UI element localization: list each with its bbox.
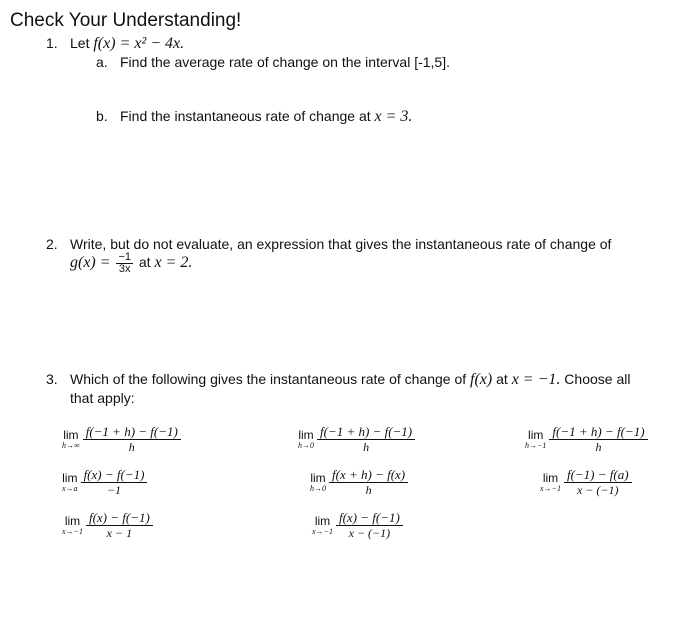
- question-1-prefix: Let: [70, 35, 90, 51]
- question-1: [46, 33, 184, 54]
- question-1a: [96, 52, 450, 72]
- option-lim: lim: [310, 471, 326, 485]
- option-numerator: f(x) − f(−1): [86, 510, 153, 526]
- question-2-line1: Write, but do not evaluate, an expression that gives the instantaneous rate of change of: [70, 236, 612, 252]
- option-numerator: f(x) − f(−1): [336, 510, 403, 526]
- question-2-line2: [70, 252, 192, 275]
- question-3-suffix: Choose all: [564, 371, 631, 387]
- option-7[interactable]: [62, 510, 153, 541]
- option-2[interactable]: [298, 424, 415, 455]
- option-limit-sub: x→−1: [312, 527, 333, 536]
- question-3: [46, 369, 630, 390]
- page-title: Check Your Understanding!: [10, 10, 242, 31]
- question-3-line2: that apply:: [70, 390, 135, 406]
- question-3-at-math: x = −1.: [511, 371, 561, 388]
- option-numerator: f(−1 + h) − f(−1): [317, 424, 415, 440]
- option-lim: lim: [528, 428, 544, 442]
- option-limit-sub: x→−1: [62, 527, 83, 536]
- option-denominator: h: [595, 440, 602, 454]
- question-3-number: 3.: [46, 371, 58, 387]
- question-2-fraction: [116, 252, 133, 275]
- option-limit-sub: x→a: [62, 484, 78, 493]
- question-3-fx: f(x): [470, 371, 493, 388]
- question-2-number: 2.: [46, 236, 58, 252]
- option-numerator: f(−1) − f(a): [564, 467, 632, 483]
- question-1b-label: b.: [96, 108, 108, 124]
- option-limit-sub: h→0: [298, 441, 314, 450]
- question-1-number: 1.: [46, 35, 58, 51]
- option-limit-sub: h→0: [310, 484, 326, 493]
- option-lim: lim: [542, 471, 559, 485]
- option-1[interactable]: [62, 424, 181, 455]
- question-1b: [96, 106, 412, 127]
- option-denominator: h: [363, 440, 370, 454]
- option-denominator: x − 1: [106, 526, 133, 540]
- question-1b-math: x = 3.: [374, 108, 413, 125]
- option-numerator: f(x) − f(−1): [81, 467, 148, 483]
- option-denominator: x − (−1): [348, 526, 391, 540]
- option-limit-sub: h→∞: [62, 441, 80, 450]
- question-1b-text: Find the instantaneous rate of change at: [120, 108, 371, 124]
- option-denominator: x − (−1): [576, 483, 619, 497]
- option-6[interactable]: [540, 467, 632, 498]
- question-2-at: at: [138, 254, 151, 271]
- question-2-frac-num: −1: [118, 251, 131, 263]
- question-1a-text: Find the average rate of change on the interval [-1,5].: [120, 54, 450, 70]
- option-numerator: f(−1 + h) − f(−1): [83, 424, 181, 440]
- option-limit-sub: x→−1: [540, 484, 561, 493]
- question-3-at: at: [496, 371, 508, 387]
- option-lim: lim: [298, 428, 314, 442]
- option-numerator: f(x + h) − f(x): [329, 467, 408, 483]
- option-limit-sub: h→−1: [525, 441, 547, 450]
- question-3-prefix: Which of the following gives the instantaneous rate of change of: [70, 371, 467, 387]
- option-denominator: −1: [106, 483, 122, 497]
- question-1-function: f(x) = x² − 4x.: [93, 35, 185, 52]
- option-8[interactable]: [312, 510, 403, 541]
- option-5[interactable]: [310, 467, 408, 498]
- question-1a-label: a.: [96, 54, 108, 70]
- option-denominator: h: [365, 483, 372, 497]
- option-4[interactable]: [62, 467, 147, 498]
- option-lim: lim: [62, 471, 78, 485]
- option-denominator: h: [128, 440, 135, 454]
- question-2-g-lhs: g(x) =: [70, 254, 111, 272]
- option-numerator: f(−1 + h) − f(−1): [549, 424, 647, 440]
- option-lim: lim: [63, 428, 79, 442]
- option-lim: lim: [314, 514, 331, 528]
- option-3[interactable]: [525, 424, 648, 455]
- question-2-frac-den: 3x: [118, 263, 131, 275]
- question-2-at-math: x = 2.: [154, 254, 193, 272]
- option-lim: lim: [64, 514, 81, 528]
